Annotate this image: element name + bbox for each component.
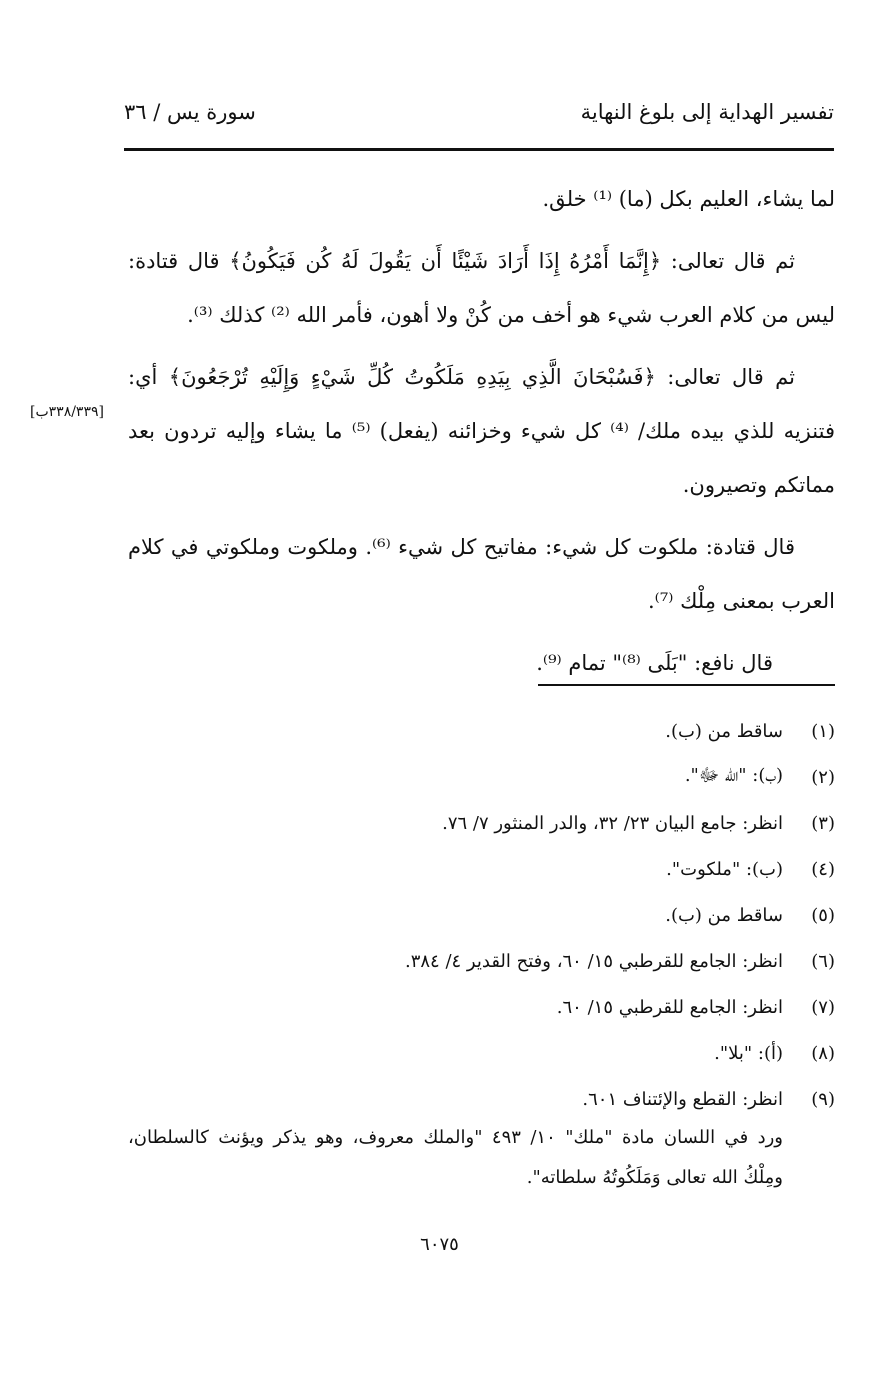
- footnote-number: (٦): [811, 950, 835, 972]
- footnote-text: انظر: جامع البيان ٢٣/ ٣٢، والدر المنثور ٧/ ٧٦.: [442, 812, 783, 834]
- main-text: [128, 172, 835, 698]
- manuscript-folio-note: [٣٣٨/٣٣٩ب]: [30, 404, 104, 420]
- footnote-number: (٧): [811, 996, 835, 1018]
- footnote-text: (أ): "بلا".: [714, 1042, 783, 1064]
- footnote: [128, 800, 835, 846]
- footnotes: [128, 708, 835, 1198]
- paragraph: لما يشاء، العليم بكل (ما) ⁽¹⁾ خلق.: [542, 187, 835, 211]
- surah-label: سورة يس / ٣٦: [124, 100, 256, 124]
- footnote: [128, 1076, 835, 1122]
- paragraph: ثم قال تعالى: ﴿إِنَّمَا أَمْرُهُ إِذَا أَرَادَ شَيْئًا أَن يَقُولَ لَهُ كُن فَيَكُونُ﴾ قال قتادة: ليس من كلام العرب شيء هو أخف من كُنْ ولا أهون، فأمر الله ⁽²⁾ كذلك ⁽³⁾.: [128, 249, 835, 327]
- footnote-text: انظر: القطع والإئتناف ٦٠١.: [582, 1088, 783, 1110]
- paragraph: قال قتادة: ملكوت كل شيء: مفاتيح كل شيء ⁽⁶⁾. وملكوت وملكوتي في كلام العرب بمعنى مِلْك ⁽⁷⁾.: [128, 535, 835, 613]
- footnote: [128, 846, 835, 892]
- footnote-continuation: ورد في اللسان مادة "ملك" ١٠/ ٤٩٣ "والملك معروف، وهو يذكر ويؤنث كالسلطان، ومِلْكُ الله تعالى وَمَلَكُوتُهُ سلطاته".: [128, 1127, 783, 1188]
- footnote-text: انظر: الجامع للقرطبي ١٥/ ٦٠، وفتح القدير ٤/ ٣٨٤.: [404, 950, 783, 972]
- header-rule: [124, 148, 834, 151]
- footnote-number: (٤): [811, 858, 835, 880]
- footnote-text: ساقط من (ب).: [665, 720, 783, 742]
- footnote: [128, 708, 835, 754]
- footnote-number: (٥): [811, 904, 835, 926]
- paragraph: ثم قال تعالى: ﴿فَسُبْحَانَ الَّذِي بِيَدِهِ مَلَكُوتُ كُلِّ شَيْءٍ وَإِلَيْهِ تُرْجَعُونَ﴾ أي: فتنزيه للذي بيده ملك/ ⁽⁴⁾ كل شيء وخزائنه (يفعل) ⁽⁵⁾ ما يشاء وإليه تردون بعد مماتكم وتصيرون.: [128, 365, 835, 497]
- footnote-separator: [538, 684, 835, 686]
- footnote: [128, 984, 835, 1030]
- footnote-number: (٨): [811, 1042, 835, 1064]
- footnote-number: (١): [811, 720, 835, 742]
- footnote-text: ساقط من (ب).: [665, 904, 783, 926]
- footnote-number: (٣): [811, 812, 835, 834]
- footnote-text: (ب): "الله ﷻ".: [684, 765, 783, 786]
- footnote: [128, 1030, 835, 1076]
- footnote-number: (٩): [811, 1088, 835, 1110]
- footnote: [128, 754, 835, 800]
- running-title: تفسير الهداية إلى بلوغ النهاية: [580, 100, 834, 124]
- footnote-number: (٢): [811, 766, 835, 788]
- footnote: [128, 892, 835, 938]
- footnote-text: (ب): "ملكوت".: [666, 858, 783, 880]
- footnote: [128, 938, 835, 984]
- page-header: [124, 100, 834, 146]
- page-number: ٦٠٧٥: [420, 1234, 459, 1255]
- footnote-text: انظر: الجامع للقرطبي ١٥/ ٦٠.: [556, 996, 783, 1018]
- paragraph: قال نافع: "بَلَى ⁽⁸⁾" تمام ⁽⁹⁾.: [536, 651, 773, 675]
